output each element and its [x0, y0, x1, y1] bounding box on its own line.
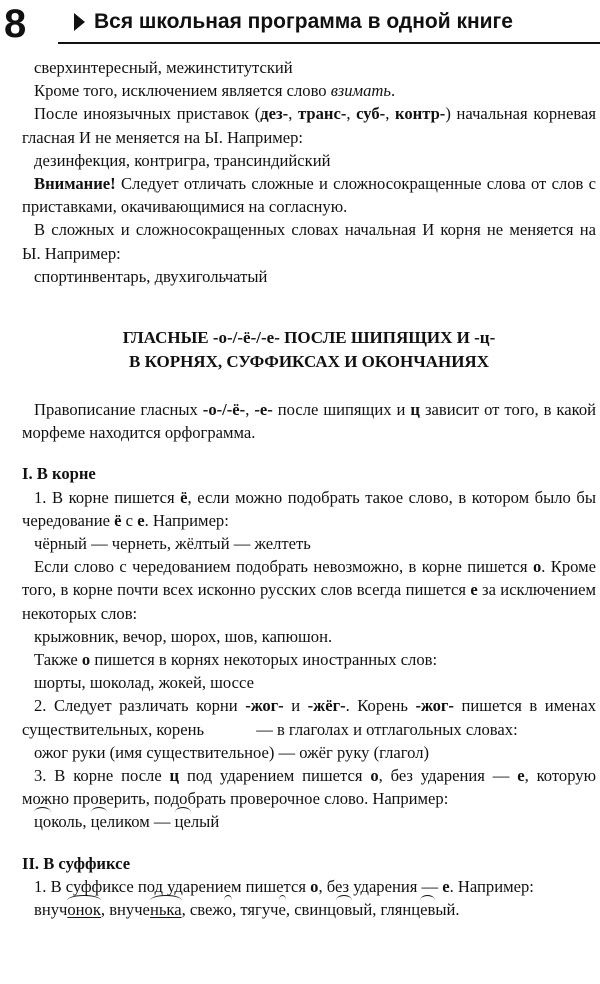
running-title: Вся школьная программа в одной книге	[94, 10, 513, 33]
suffix-mark: ев	[420, 898, 435, 921]
example-line: шорты, шоколад, жокей, шоссе	[34, 673, 254, 693]
suffix-mark: о	[224, 898, 232, 921]
suffix-mark: ов	[336, 898, 352, 921]
header-rule	[58, 42, 600, 44]
example-line: внучонок, внученька, свежо, тягуче, свинцовый, глянцевый.	[22, 898, 596, 921]
example-line: цоколь, целиком — целый	[22, 810, 596, 833]
paragraph: После иноязычных приставок (дез-, транс-, суб-, контр-) начальная корневая гласная И не меняется на Ы. Например:	[22, 104, 596, 147]
page-number: 8	[4, 2, 27, 46]
paragraph: 2. Следует различать корни -жог- и -жёг-. Корень -жог- пишется в именах существительных, корень — в глаголах и отглагольных словах:	[22, 696, 596, 739]
root-arc-mark: це	[91, 810, 107, 833]
suffix-mark: онок	[67, 898, 101, 921]
root-arc-mark: цо	[34, 810, 51, 833]
paragraph: В сложных и сложносокращенных словах начальная И корня не меняется на Ы. Например:	[22, 220, 596, 263]
subsection-heading: II. В суффиксе	[22, 853, 131, 873]
example-line: спортинвентарь, двухигольчатый	[34, 266, 268, 286]
example-line: крыжовник, вечор, шорох, шов, капюшон.	[34, 626, 333, 646]
subsection-heading: I. В корне	[22, 464, 96, 484]
page-body	[22, 56, 596, 921]
paragraph: Также о пишется в корнях некоторых иностранных слов:	[34, 650, 438, 670]
suffix-mark: е	[279, 898, 286, 921]
paragraph: Если слово с чередованием подобрать невозможно, в корне пишется о. Кроме того, в корне почти всех исконно русских слов всегда пишется е за исключением некоторых слов:	[22, 557, 597, 623]
triangle-bullet-icon	[74, 13, 85, 31]
suffix-mark: нька	[150, 898, 182, 921]
paragraph: 1. В корне пишется ё, если можно подобрать такое слово, в котором было бы чередование ё с е. Например:	[22, 487, 596, 530]
paragraph: 3. В корне после ц под ударением пишется о, без ударения — е, которую можно проверить, подобрать проверочное слово. Например:	[22, 766, 596, 809]
example-line: сверхинтересный, межинститутский	[34, 58, 293, 77]
paragraph: Правописание гласных -о-/-ё-, -е- после шипящих и ц зависит от того, в какой морфеме находится орфограмма.	[22, 400, 597, 443]
paragraph: 1. В суффиксе под ударением пишется о, без ударения — е. Например:	[34, 876, 534, 896]
section-heading: ГЛАСНЫЕ -о-/-ё-/-е- ПОСЛЕ ШИПЯЩИХ И -ц- В КОРНЯХ, СУФФИКСАХ И ОКОНЧАНИЯХ	[122, 328, 496, 372]
paragraph: Внимание! Следует отличать сложные и сложносокращенные слова от слов с приставками, окачивающимися на согласную.	[22, 174, 596, 217]
paragraph: Кроме того, исключением является слово взимать.	[34, 81, 396, 101]
example-line: дезинфекция, контригра, трансиндийский	[34, 150, 331, 170]
example-line: ожог руки (имя существительное) — ожёг руку (глагол)	[34, 742, 430, 762]
page-header	[0, 0, 600, 48]
example-line: чёрный — чернеть, жёлтый — желтеть	[34, 534, 311, 554]
root-arc-mark: це	[175, 810, 191, 833]
